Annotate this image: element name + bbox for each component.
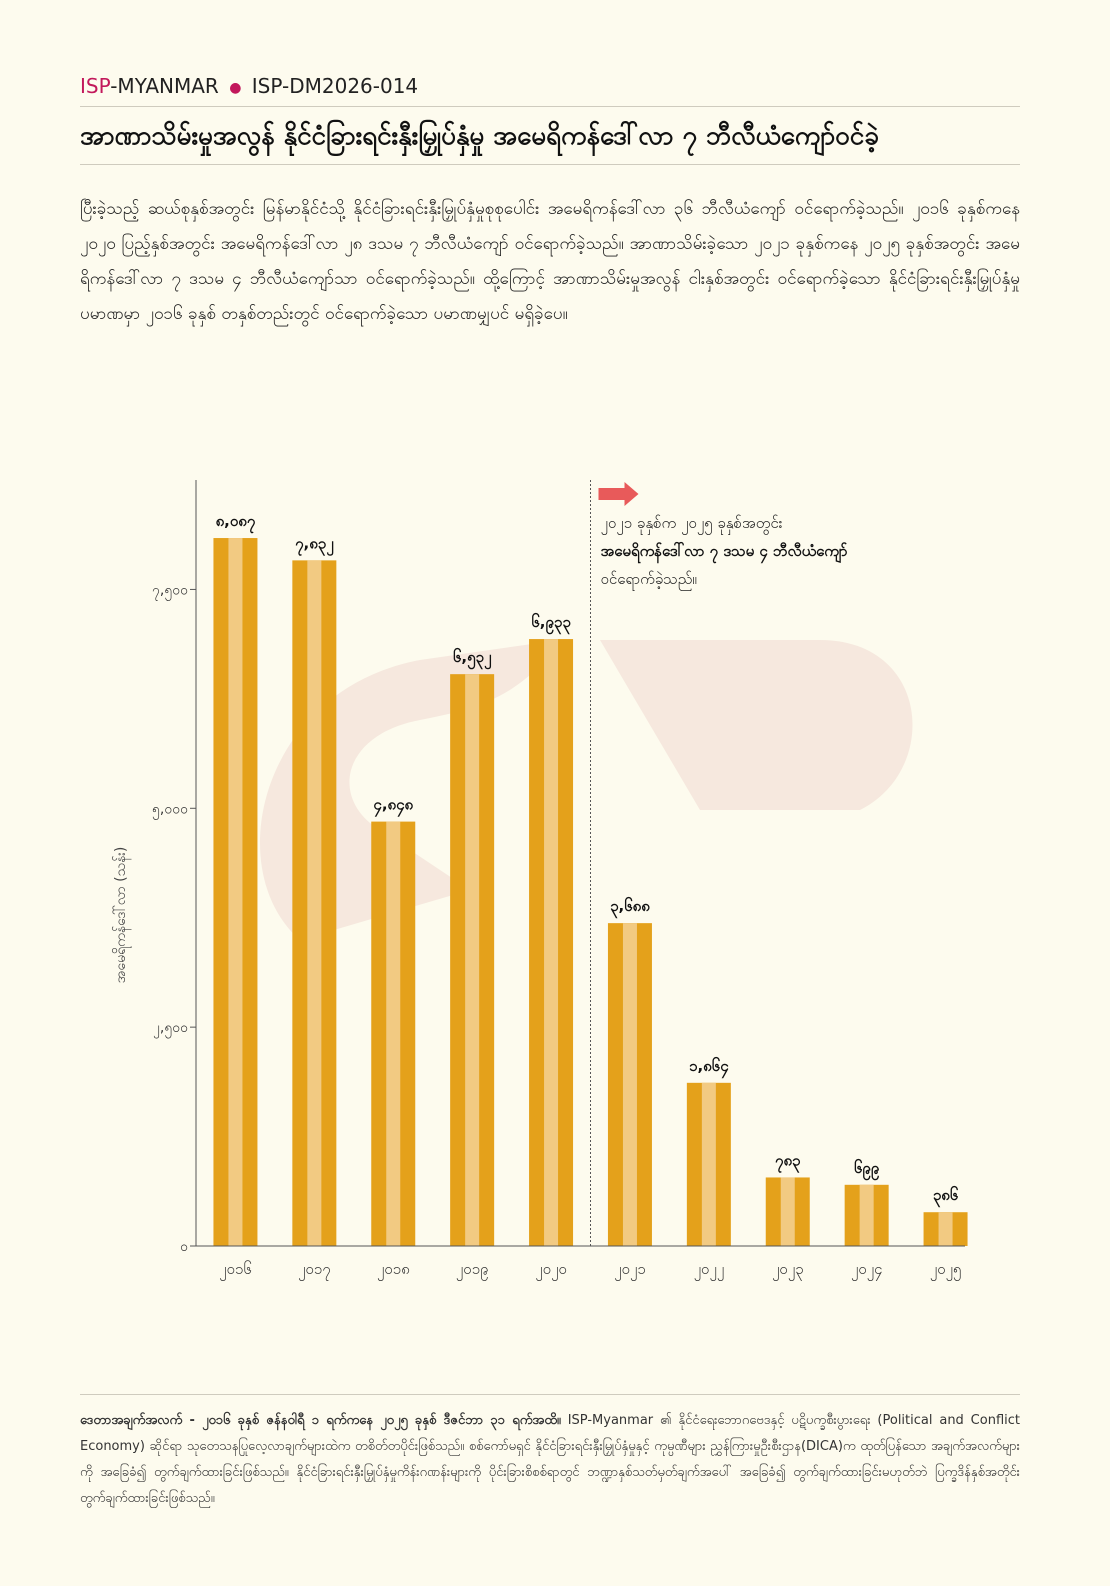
annotation-line-3: ဝင်ရောက်ခဲ့သည်။ (600, 570, 697, 588)
title-divider (80, 164, 1020, 165)
footer-note (80, 1408, 1020, 1512)
y-axis-label: အမေရိကန်ဒေါ်လာ (သန်း) (113, 846, 129, 984)
x-tick-label: ၂၀၁၉ (455, 1260, 489, 1278)
bar-value-label: ၃,၆၈၈ (610, 897, 650, 916)
bar-value-label: ၃၈၆ (932, 1186, 959, 1205)
bar-value-label: ၆၉၉ (853, 1158, 880, 1177)
bar-highlight-stripe (307, 560, 321, 1246)
y-tick-label: ၀ (180, 1239, 188, 1255)
x-tick-label: ၂၀၂၄ (850, 1260, 883, 1278)
y-tick-label: ၇,၅၀၀ (152, 582, 188, 599)
org-name-accent: ISP (80, 74, 111, 98)
bar-highlight-stripe (228, 538, 242, 1246)
isp-watermark-icon (260, 640, 912, 940)
bar-value-label: ၇၈၃ (775, 1151, 801, 1170)
document-id: ISP-DM2026-014 (251, 74, 419, 98)
bar-value-label: ၆,၅၃၂ (452, 648, 492, 667)
fdi-bar-chart (0, 470, 1110, 1300)
footer-divider (80, 1394, 1020, 1395)
header-divider (80, 106, 1020, 107)
intro-paragraph: ပြီးခဲ့သည့် ဆယ်စုနှစ်အတွင်း မြန်မာနိုင်ငံသို့ နိုင်ငံခြားရင်းနှီးမြှုပ်နှံမှုစုစုပေါင်း အမေရိကန်ဒေါ်လာ ၃၆ ဘီလီယံကျော် ဝင်ရောက်ခဲ့သည်။ ၂၀၁၆ ခုနှစ်ကနေ ၂၀၂၀ ပြည့်နှစ်အတွင်း အမေရိကန်ဒေါ်လာ ၂၈ ဒသမ ၇ ဘီလီယံကျော် ဝင်ရောက်ခဲ့သည်။ အာဏာသိမ်းခဲ့သော ၂၀၂၁ ခုနှစ်ကနေ ၂၀၂၅ ခုနှစ်အတွင်း အမေရိကန်ဒေါ်လာ ၇ ဒသမ ၄ ဘီလီယံကျော်သာ ဝင်ရောက်ခဲ့သည်။ ထို့ကြောင့် အာဏာသိမ်းမှုအလွန် ငါးနှစ်အတွင်း ဝင်ရောက်ခဲ့သော နိုင်ငံခြားရင်းနှီးမြှုပ်နှံမှုပမာဏမှာ ၂၀၁၆ ခုနှစ် တနှစ်တည်းတွင် ဝင်ရောက်ခဲ့သော ပမာဏမျှပင် မရှိခဲ့ပေ။ (80, 199, 1020, 324)
annotation-line-1: ၂၀၂၁ ခုနှစ်က ၂၀၂၅ ခုနှစ်အတွင်း (600, 514, 783, 532)
bar-highlight-stripe (939, 1212, 953, 1246)
bar-value-label: ၇,၈၃၂ (295, 534, 334, 553)
bar-highlight-stripe (544, 639, 558, 1246)
bar-value-label: ၆,၉၃၃ (531, 613, 571, 632)
x-tick-label: ၂၀၂၀ (535, 1260, 567, 1278)
arrow-right-icon (599, 482, 639, 506)
x-tick-label: ၂၀၂၂ (693, 1260, 725, 1278)
x-tick-label: ၂၀၁၇ (298, 1260, 331, 1278)
x-tick-label: ၂၀၁၈ (376, 1260, 410, 1278)
bar-highlight-stripe (465, 674, 479, 1246)
bar-value-label: ၄,၈၄၈ (373, 795, 414, 814)
bar-value-label: ၈,၀၈၇ (215, 512, 256, 531)
bar-value-label: ၁,၈၆၄ (689, 1056, 729, 1075)
separator-dot-icon: ● (229, 79, 242, 96)
org-name-rest: -MYANMAR (110, 74, 219, 98)
report-header (80, 74, 418, 98)
footer-body: ISP-Myanmar ၏ နိုင်ငံရေးဘောဂဗေဒနှင့် ပဋိပက္ခစီးပွားရေး (Political and Conflict Economy) ဆိုင်ရာ သုတေသနပြုလေ့လာချက်များထဲက တစိတ်တပိုင်းဖြစ်သည်။ စစ်ကော်မရှင် နိုင်ငံခြားရင်းနှီးမြှုပ်နှံမှုနှင့် ကုမ္ပဏီများ ညွှန်ကြားမှုဦးစီးဌာန(DICA)က ထုတ်ပြန်သော အချက်အလက်များကို အခြေခံ၍ တွက်ချက်ထားခြင်းဖြစ်သည်။ နိုင်ငံခြားရင်းနှီးမြှုပ်နှံမှုကိန်းဂဏန်းများကို ပိုင်းခြားစိစစ်ရာတွင် ဘဏ္ဍာနှစ်သတ်မှတ်ချက်အပေါ် အခြေခံ၍ တွက်ချက်ထားခြင်းမဟုတ်ဘဲ ပြက္ခဒိန်နှစ်အတိုင်း တွက်ချက်ထားခြင်းဖြစ်သည်။ (80, 1413, 1020, 1506)
bar-highlight-stripe (623, 923, 637, 1246)
x-tick-label: ၂၀၁၆ (219, 1260, 252, 1278)
annotation-line-2: အမေရိကန်ဒေါ်လာ ၇ ဒသမ ၄ ဘီလီယံကျော် (600, 542, 848, 560)
page-title: အာဏာသိမ်းမှုအလွန် နိုင်ငံခြားရင်းနှီးမြှုပ်နှံမှု အမေရိကန်ဒေါ်လာ ၇ ဘီလီယံကျော်ဝင်ခဲ့ (80, 121, 879, 151)
bar-highlight-stripe (781, 1177, 795, 1246)
y-tick-label: ၂,၅၀၀ (153, 1020, 188, 1037)
x-tick-label: ၂၀၂၁ (614, 1260, 646, 1278)
x-tick-label: ၂၀၂၃ (771, 1260, 804, 1278)
x-tick-label: ၂၀၂၅ (929, 1260, 962, 1278)
bar-highlight-stripe (860, 1185, 874, 1246)
annotation (599, 482, 848, 591)
footer-lead: ဒေတာအချက်အလက် - ၂၀၁၆ ခုနှစ် ဇန်နဝါရီ ၁ ရက်ကနေ ၂၀၂၅ ခုနှစ် ဒီဇင်ဘာ ၃၁ ရက်အထိ။ (80, 1413, 561, 1428)
y-tick-label: ၅,၀၀၀ (152, 801, 188, 818)
bar-highlight-stripe (702, 1083, 716, 1246)
bar-highlight-stripe (386, 822, 400, 1246)
